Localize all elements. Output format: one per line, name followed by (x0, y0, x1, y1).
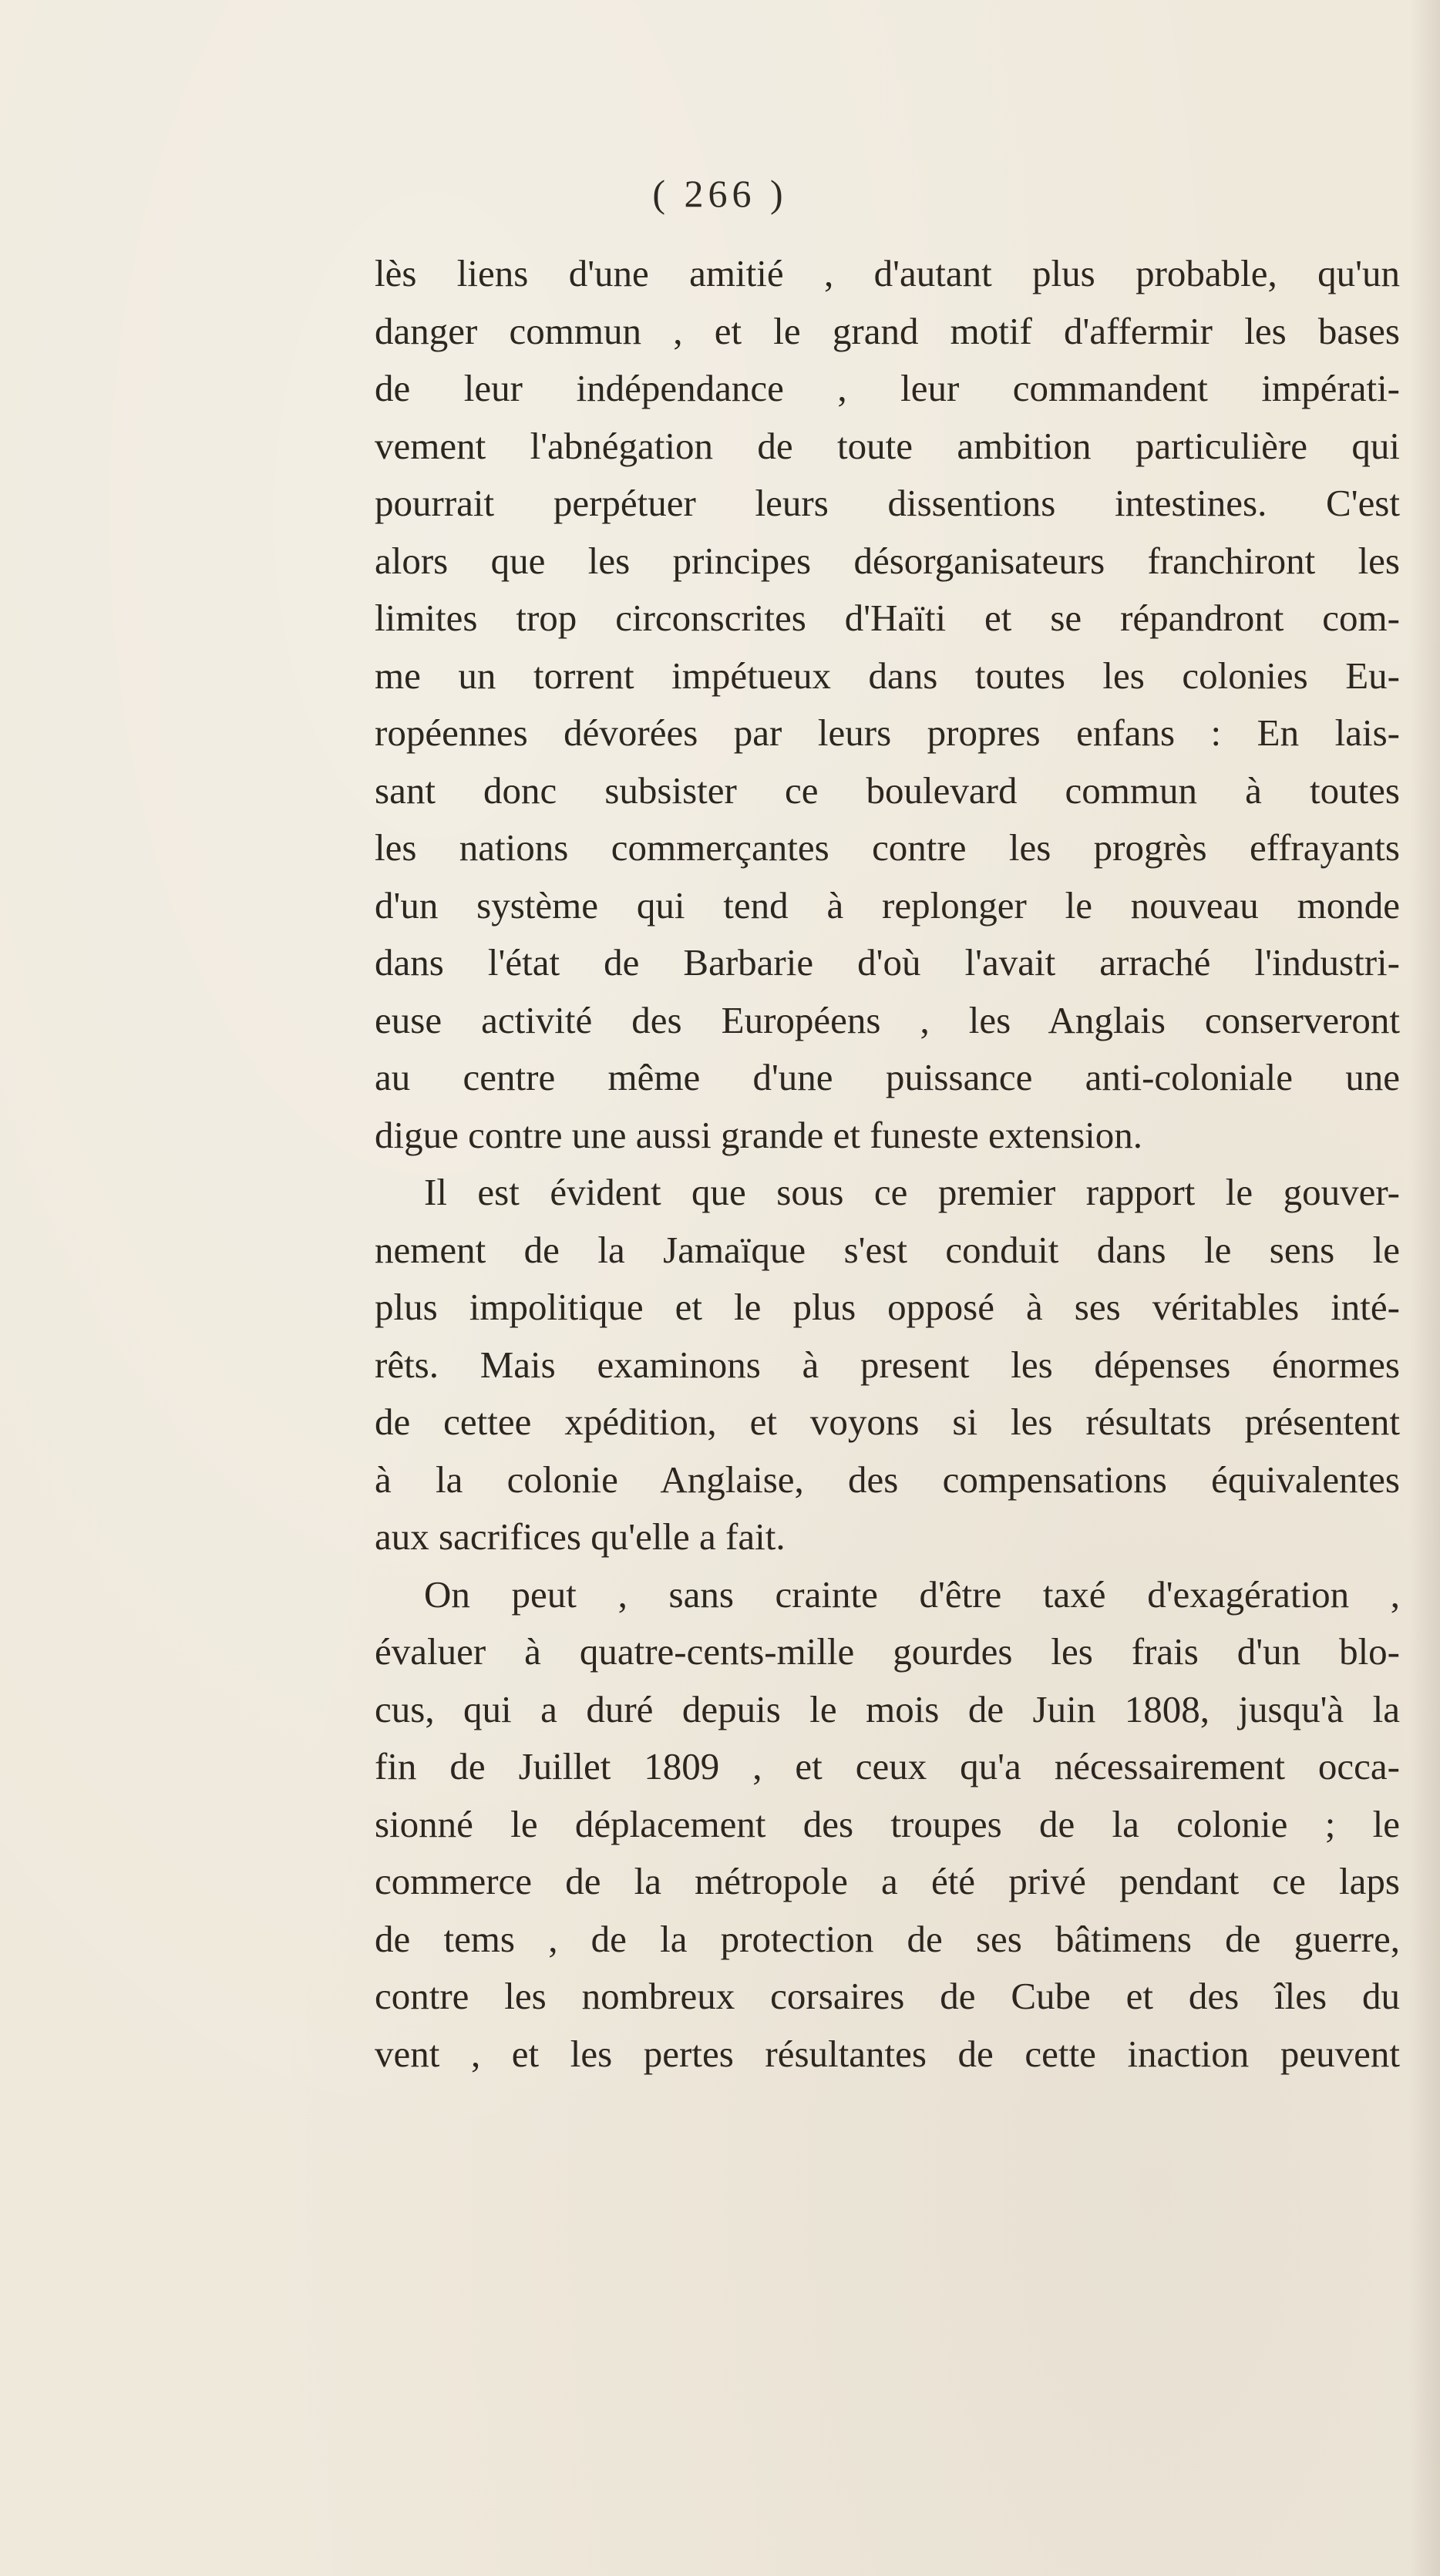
text-line: évaluer à quatre-cents-mille gourdes les frais d'un blo- (375, 1630, 1400, 1673)
text-line: de tems , de la protection de ses bâtimens de guerre, (375, 1917, 1400, 1960)
text-line: d'un système qui tend à replonger le nouveau monde (375, 883, 1400, 926)
paragraph-start-line: Il est évident que sous ce premier rapport le gouver- (424, 1171, 1400, 1213)
text-line: me un torrent impétueux dans toutes les colonies Eu- (375, 654, 1400, 697)
body-text (375, 245, 1400, 2083)
text-line: digue contre une aussi grande et funeste extension. (375, 1113, 1143, 1156)
text-line: rêts. Mais examinons à present les dépenses énormes (375, 1343, 1400, 1386)
text-line: les nations commerçantes contre les progrès effrayants (375, 826, 1400, 869)
text-line: plus impolitique et le plus opposé à ses véritables inté- (375, 1286, 1400, 1328)
paragraph-start-line: On peut , sans crainte d'être taxé d'exagération , (424, 1572, 1400, 1616)
text-line: alors que les principes désorganisateurs franchiront les (375, 539, 1400, 582)
text-line: cus, qui a duré depuis le mois de Juin 1808, jusqu'à la (375, 1687, 1400, 1730)
text-line: limites trop circonscrites d'Haïti et se répandront com- (375, 597, 1400, 639)
text-line: sant donc subsister ce boulevard commun à toutes (375, 768, 1400, 812)
text-line: vement l'abnégation de toute ambition particulière qui (375, 424, 1400, 467)
text-line: au centre même d'une puissance anti-coloniale une (375, 1056, 1400, 1098)
text-line: à la colonie Anglaise, des compensations équivalentes (375, 1458, 1400, 1501)
text-line: lès liens d'une amitié , d'autant plus probable, qu'un (375, 252, 1400, 294)
text-line: de leur indépendance , leur commandent impérati- (375, 367, 1400, 409)
page-number: ( 266 ) (652, 172, 788, 215)
text-line: dans l'état de Barbarie d'où l'avait arraché l'industri- (375, 941, 1400, 984)
text-line: nement de la Jamaïque s'est conduit dans le sens le (375, 1228, 1400, 1271)
text-line: aux sacrifices qu'elle a fait. (375, 1515, 786, 1558)
text-line: vent , et les pertes résultantes de cette inaction peuvent (375, 2032, 1400, 2075)
text-line: danger commun , et le grand motif d'affermir les bases (375, 309, 1400, 352)
text-line: ropéennes dévorées par leurs propres enfans : En lais- (375, 711, 1400, 754)
text-line: commerce de la métropole a été privé pendant ce laps (375, 1860, 1400, 1902)
text-line: contre les nombreux corsaires de Cube et des îles du (375, 1975, 1400, 2017)
text-line: euse activité des Européens , les Anglais conserveront (375, 998, 1400, 1041)
page-edge-shadow (1409, 0, 1440, 2576)
text-line: de cettee xpédition, et voyons si les résultats présentent (375, 1401, 1400, 1443)
text-line: fin de Juillet 1809 , et ceux qu'a nécessairement occa- (375, 1745, 1400, 1787)
text-line: pourrait perpétuer leurs dissentions intestines. C'est (375, 482, 1400, 524)
text-line: sionné le déplacement des troupes de la colonie ; le (375, 1802, 1400, 1845)
